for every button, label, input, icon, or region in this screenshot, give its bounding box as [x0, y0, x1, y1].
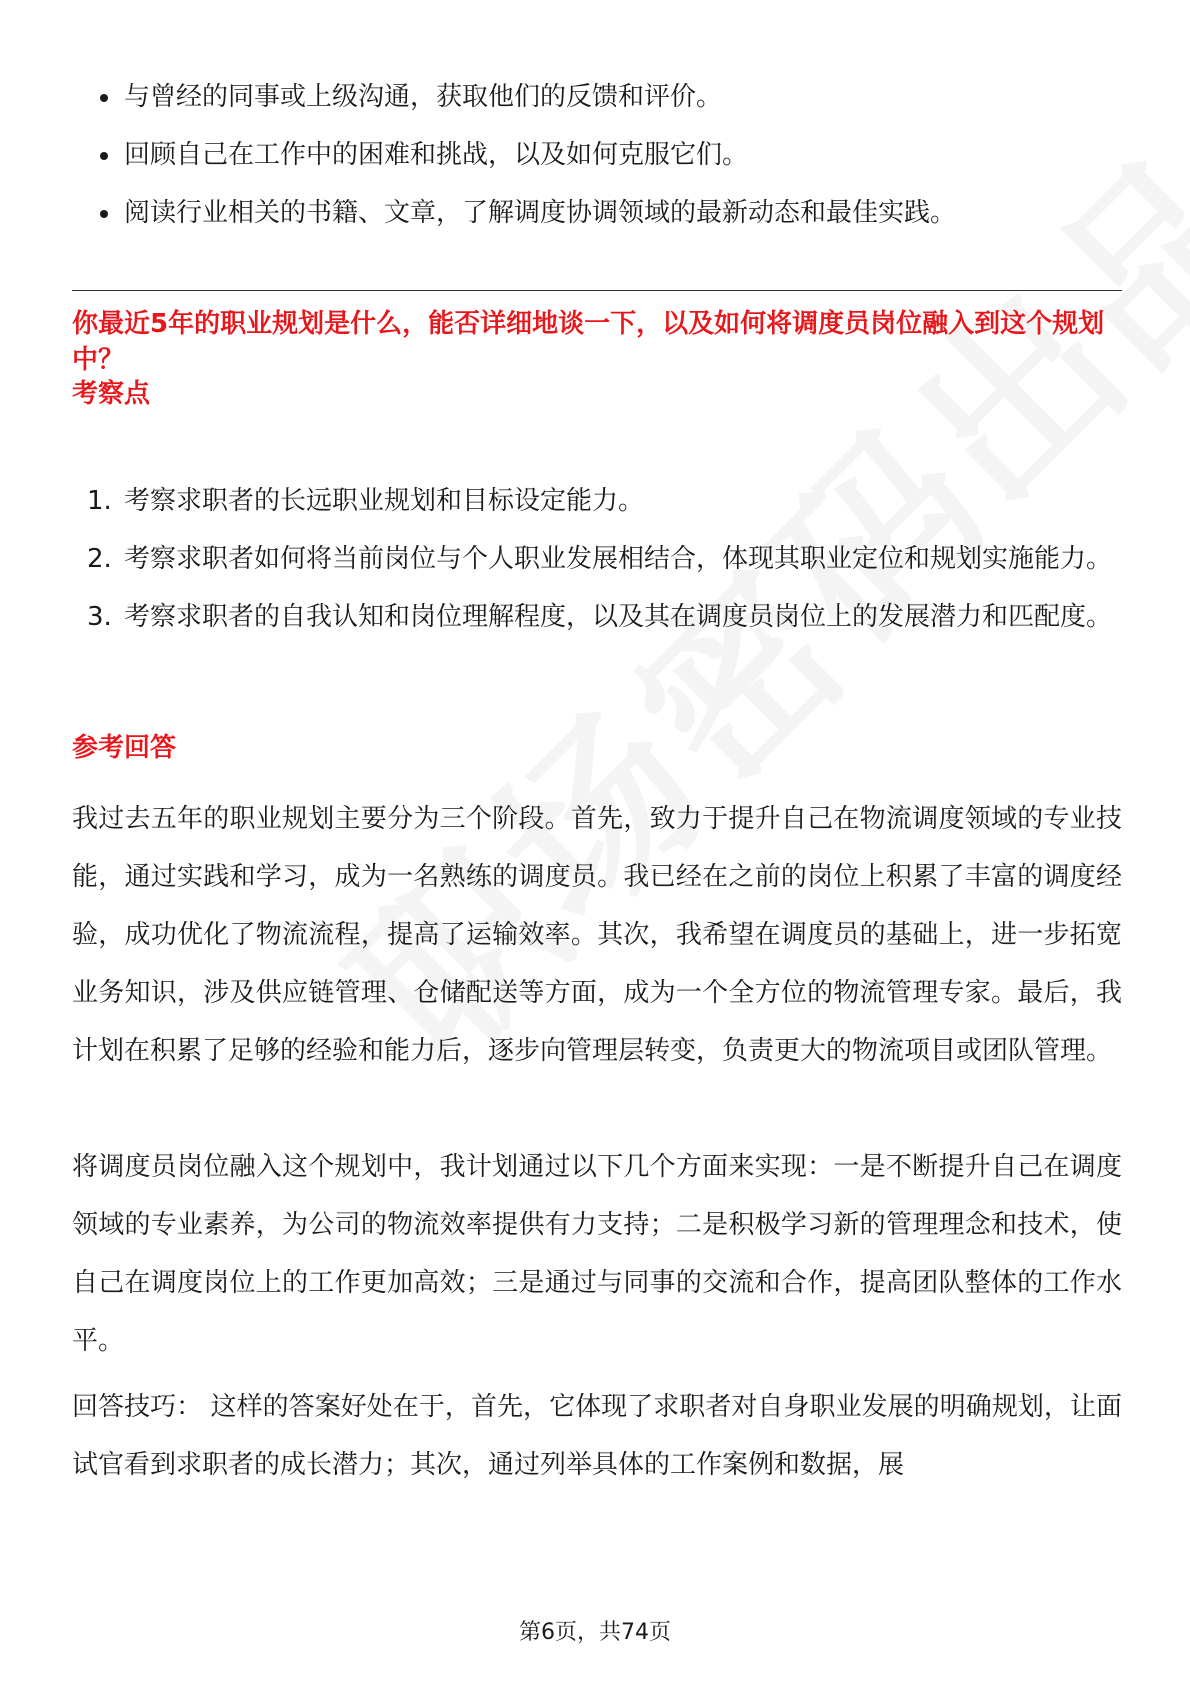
list-item: 与曾经的同事或上级沟通，获取他们的反馈和评价。 — [72, 68, 956, 126]
list-text: 考察求职者如何将当前岗位与个人职业发展相结合，体现其职业定位和规划实施能力。 — [124, 544, 1113, 574]
points-title: 考察点 — [72, 379, 151, 409]
section-divider — [72, 290, 1122, 291]
list-number: 2. — [87, 544, 112, 574]
list-number: 3. — [87, 602, 112, 632]
answer-paragraph: 将调度员岗位融入这个规划中，我计划通过以下几个方面来实现：一是不断提升自己在调度领域的专业素养，为公司的物流效率提供有力支持；二是积极学习新的管理理念和技术，使自己在调度岗位上的工作更加高效；三是通过与同事的交流和合作，提高团队整体的工作水平。 — [72, 1152, 1122, 1356]
list-item — [72, 530, 1122, 588]
question-heading: 你最近5年的职业规划是什么，能否详细地谈一下，以及如何将调度员岗位融入到这个规划中？ — [72, 309, 1105, 375]
list-text: 考察求职者的长远职业规划和目标设定能力。 — [124, 486, 645, 516]
answer-paragraph: 我过去五年的职业规划主要分为三个阶段。首先，致力于提升自己在物流调度领域的专业技能，通过实践和学习，成为一名熟练的调度员。我已经在之前的岗位上积累了丰富的调度经验，成功优化了物流流程，提高了运输效率。其次，我希望在调度员的基础上，进一步拓宽业务知识，涉及供应链管理、仓储配送等方面，成为一个全方位的物流管理专家。最后，我计划在积累了足够的经验和能力后，逐步向管理层转变，负责更大的物流项目或团队管理。 — [72, 804, 1122, 1066]
page-footer: 第6页，共74页 — [519, 1620, 671, 1645]
list-text: 考察求职者的自我认知和岗位理解程度，以及其在调度员岗位上的发展潜力和匹配度。 — [124, 602, 1113, 632]
answer-title: 参考回答 — [72, 733, 177, 763]
answer-tips-paragraph: 回答技巧： 这样的答案好处在于，首先，它体现了求职者对自身职业发展的明确规划，让面试官看到求职者的成长潜力；其次，通过列举具体的工作案例和数据，展 — [72, 1392, 1122, 1480]
list-item: 回顾自己在工作中的困难和挑战，以及如何克服它们。 — [72, 126, 956, 184]
list-item — [72, 472, 1122, 530]
list-item — [72, 588, 1122, 646]
points-list — [72, 472, 1122, 646]
top-bullet-list — [72, 68, 956, 242]
list-number: 1. — [87, 486, 112, 516]
list-item: 阅读行业相关的书籍、文章，了解调度协调领域的最新动态和最佳实践。 — [72, 184, 956, 242]
